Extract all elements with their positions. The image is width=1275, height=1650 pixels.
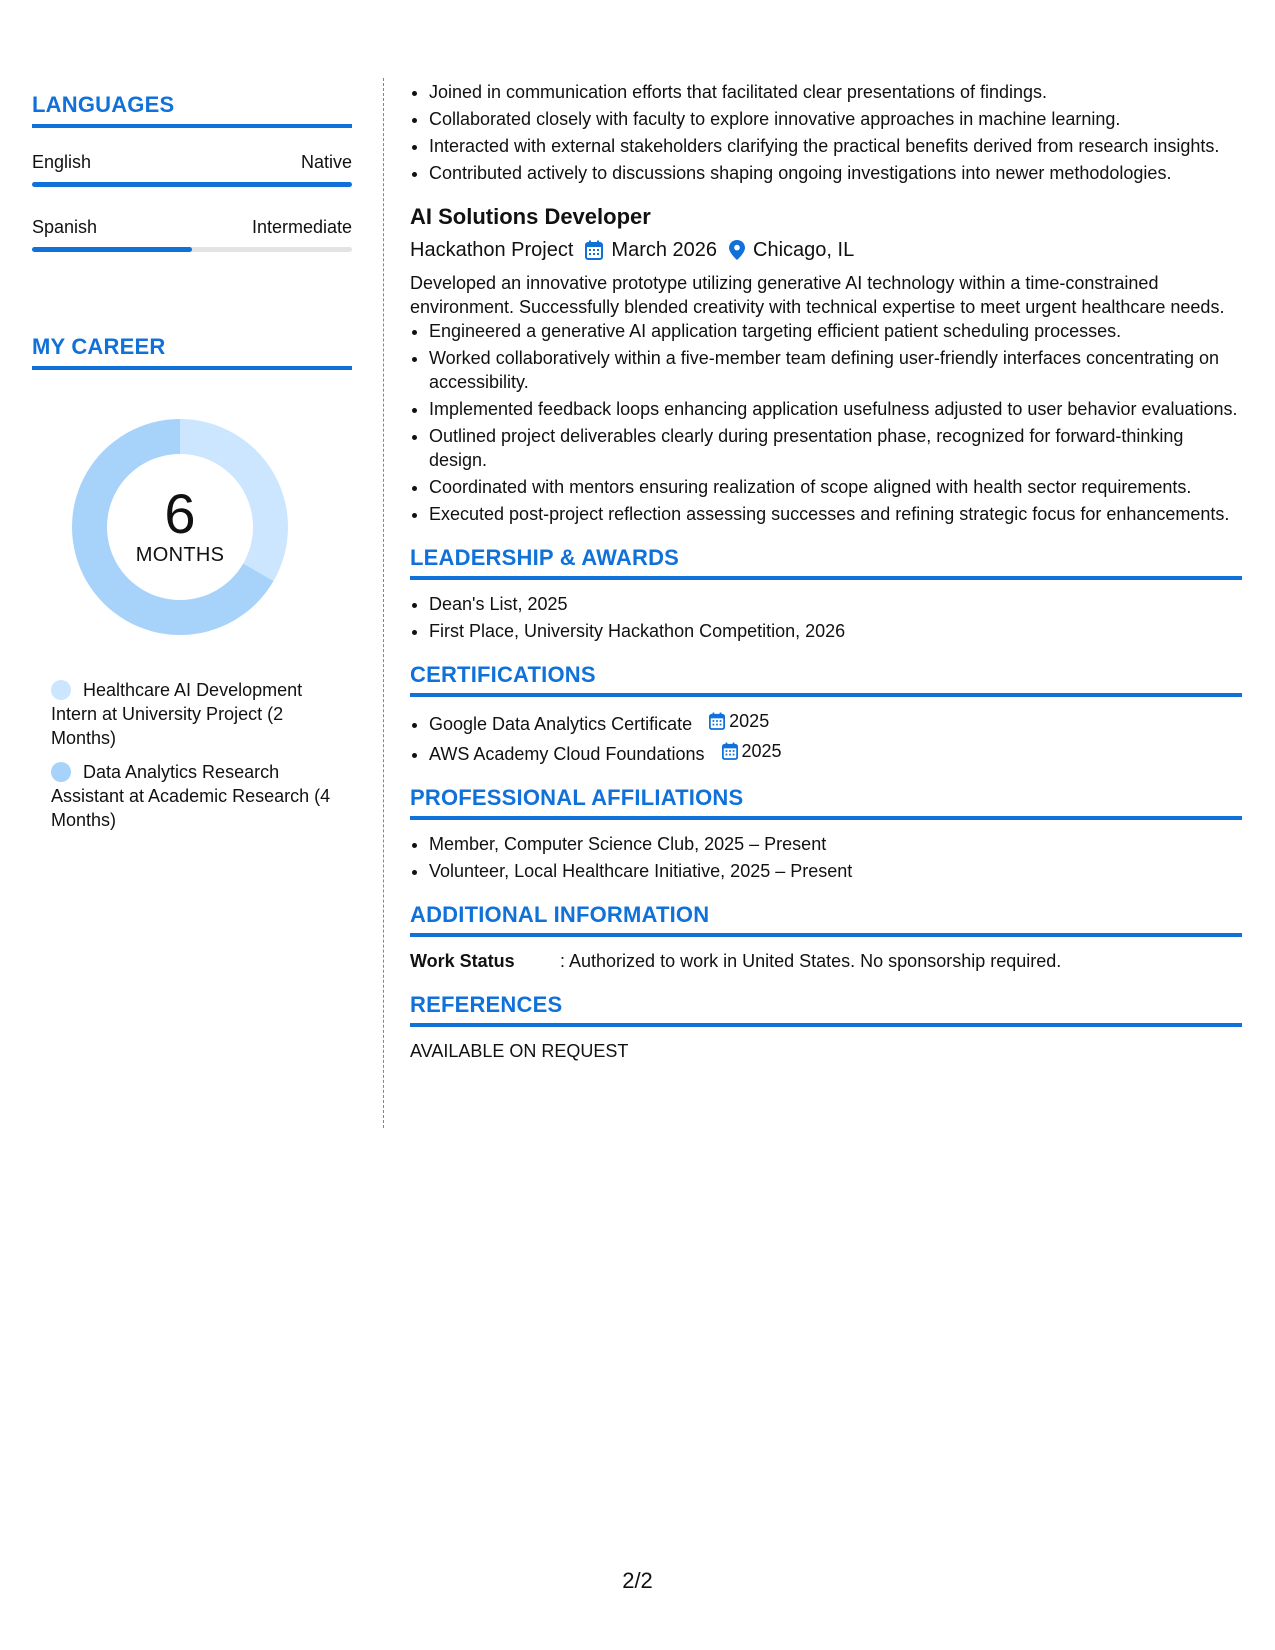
languages-heading: LANGUAGES <box>32 92 352 128</box>
work-status-row <box>410 949 1242 973</box>
leadership-heading: LEADERSHIP & AWARDS <box>410 546 1242 580</box>
calendar-icon <box>722 742 738 760</box>
bullet-item: • Worked collaboratively within a five-member team defining user-friendly interfaces concentrating on accessibility. <box>429 346 1242 394</box>
certifications-list <box>410 709 1242 766</box>
bullet-item: • Implemented feedback loops enhancing application usefulness adjusted to user behavior evaluations. <box>429 397 1242 421</box>
language-proficiency-bar <box>32 182 352 187</box>
page-number: 2/2 <box>622 1568 653 1593</box>
work-status-label: Work Status <box>410 951 515 971</box>
certification-year: 2025 <box>741 741 782 761</box>
previous-job-bullets <box>410 80 1242 185</box>
language-item-spanish <box>32 217 352 252</box>
bullet-item: • Interacted with external stakeholders clarifying the practical benefits derived from research insights. <box>429 134 1242 158</box>
legend-item <box>51 678 331 750</box>
work-status-value: : Authorized to work in United States. No sponsorship required. <box>560 951 1062 971</box>
language-proficiency-fill <box>32 247 192 252</box>
legend-item <box>51 760 331 832</box>
calendar-icon <box>585 240 603 260</box>
certification-item <box>429 739 1242 766</box>
affiliation-item: • Volunteer, Local Healthcare Initiative, 2025 – Present <box>429 859 1242 883</box>
language-level: Intermediate <box>251 217 352 237</box>
language-item-english <box>32 152 352 187</box>
bullet-item: • Executed post-project reflection assessing successes and refining strategic focus for enhancements. <box>429 502 1242 526</box>
career-total-number: 6 <box>164 482 196 545</box>
legend-label: Healthcare AI Development Intern at University Project (2 Months) <box>51 680 303 748</box>
affiliations-heading: PROFESSIONAL AFFILIATIONS <box>410 786 1242 820</box>
certification-item <box>429 709 1242 736</box>
legend-color-dot <box>51 762 71 782</box>
bullet-item: • Engineered a generative AI application targeting efficient patient scheduling processes. <box>429 319 1242 343</box>
bullet-item: • Joined in communication efforts that facilitated clear presentations of findings. <box>429 80 1242 104</box>
career-legend <box>51 678 331 832</box>
job-title: AI Solutions Developer <box>410 204 651 229</box>
additional-info-heading: ADDITIONAL INFORMATION <box>410 903 1242 937</box>
leadership-list <box>410 592 1242 643</box>
affiliations-list <box>410 832 1242 883</box>
language-proficiency-fill <box>32 182 352 187</box>
donut-center-label <box>65 482 295 567</box>
job-meta <box>410 237 1242 263</box>
certification-year: 2025 <box>729 711 770 731</box>
certifications-heading: CERTIFICATIONS <box>410 663 1242 697</box>
career-donut-chart <box>65 412 295 642</box>
affiliation-item: • Member, Computer Science Club, 2025 – Present <box>429 832 1242 856</box>
bullet-item: • Coordinated with mentors ensuring realization of scope aligned with health sector requirements. <box>429 475 1242 499</box>
certification-name: AWS Academy Cloud Foundations <box>429 744 705 764</box>
left-column <box>32 92 352 842</box>
bullet-item: • Collaborated closely with faculty to explore innovative approaches in machine learning. <box>429 107 1242 131</box>
references-text: AVAILABLE ON REQUEST <box>410 1041 629 1061</box>
references-heading: REFERENCES <box>410 993 1242 1027</box>
certification-name: Google Data Analytics Certificate <box>429 714 693 734</box>
job-company: Hackathon Project <box>410 239 574 261</box>
job-location: Chicago, IL <box>753 239 855 261</box>
career-heading: MY CAREER <box>32 334 352 370</box>
language-name: Spanish <box>32 217 98 237</box>
language-proficiency-bar <box>32 247 352 252</box>
calendar-icon <box>709 712 725 730</box>
language-level: Native <box>300 152 352 172</box>
bullet-item: • Contributed actively to discussions shaping ongoing investigations into newer methodologies. <box>429 161 1242 185</box>
career-total-unit: MONTHS <box>135 544 225 566</box>
leadership-item: • Dean's List, 2025 <box>429 592 1242 616</box>
job-bullets <box>410 319 1242 526</box>
leadership-item: • First Place, University Hackathon Competition, 2026 <box>429 619 1242 643</box>
job-date: March 2026 <box>611 239 718 261</box>
job-description: Developed an innovative prototype utilizing generative AI technology within a time-constrained environment. Successfully blended creativity with technical expertise to meet urgent healthcare needs. <box>410 273 1225 317</box>
bullet-item: • Outlined project deliverables clearly during presentation phase, recognized for forward-thinking design. <box>429 424 1242 472</box>
location-pin-icon <box>729 240 745 260</box>
right-column <box>410 80 1242 1063</box>
column-divider <box>383 78 384 1128</box>
legend-color-dot <box>51 680 71 700</box>
legend-label: Data Analytics Research Assistant at Academic Research (4 Months) <box>51 762 331 830</box>
language-name: English <box>32 152 92 172</box>
